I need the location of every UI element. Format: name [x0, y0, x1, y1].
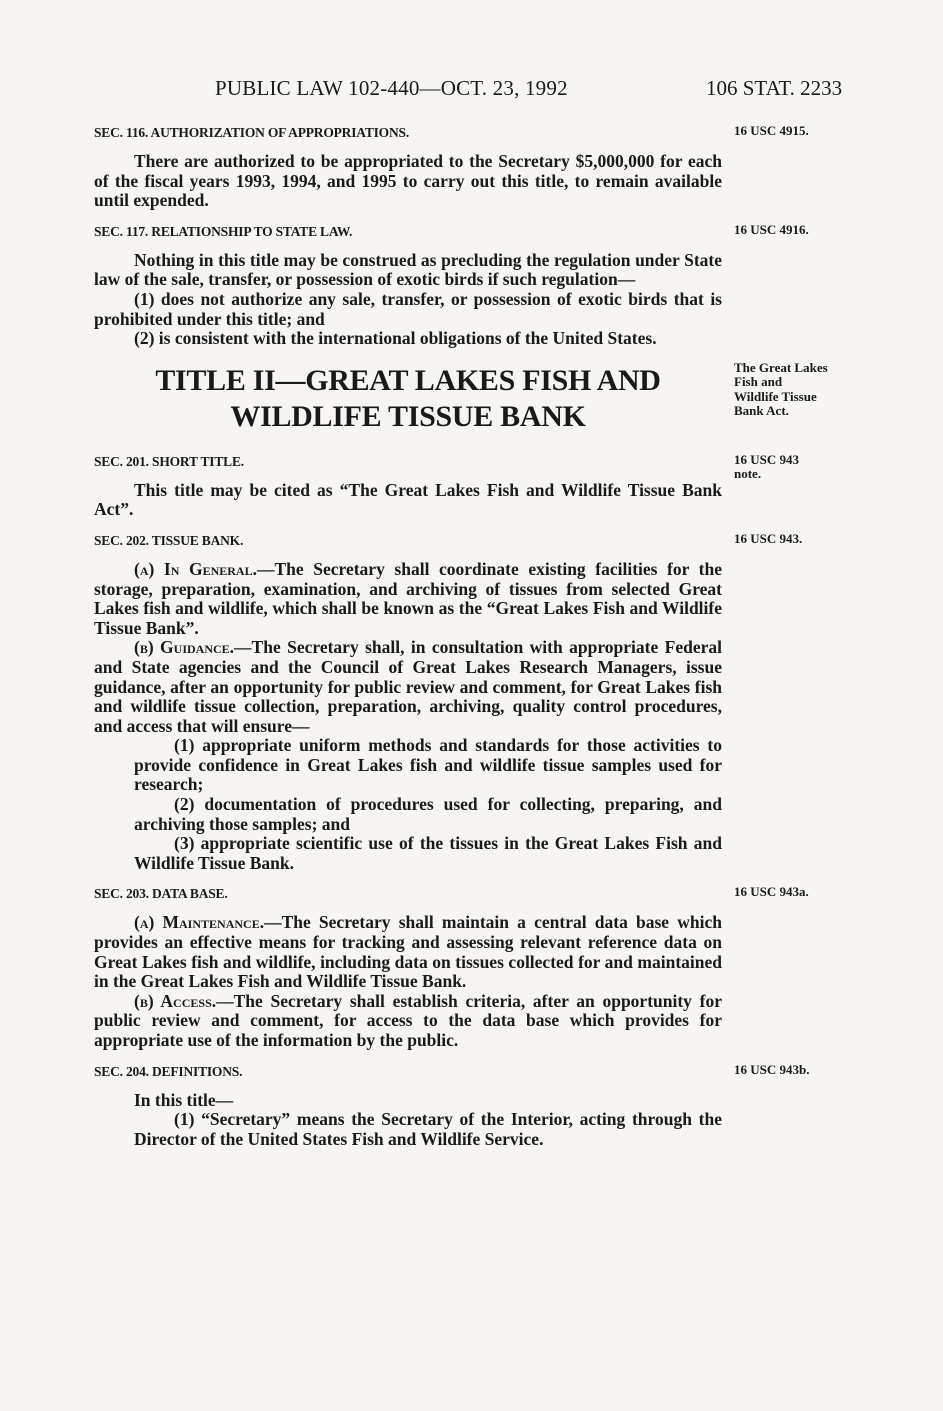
section-text: Nothing in this title may be construed as precluding the regulation under State law of the sale, transfer, or possession of exotic birds if such regulation— [94, 249, 722, 290]
margin-citation: 16 USC 943. [734, 530, 803, 546]
subsection-label: (b) Guidance. [134, 637, 235, 658]
margin-citation: 16 USC 943a. [734, 884, 809, 900]
section-heading: SEC. 204. DEFINITIONS. 16 USC 943b. [94, 1063, 722, 1081]
section-203 [94, 884, 809, 1050]
stat-page-number: 106 STAT. 2233 [706, 76, 843, 100]
subsection-a: (a) In General.—The Secretary shall coordinate existing facilities for the storage, preparation, examination, and archiving of tissues from selected Great Lakes fish and wildlife, which shall be known as the “Great Lakes Fish and Wildlife Tissue Bank”. [94, 558, 722, 638]
margin-citation: 16 USC 943 note. [734, 451, 800, 482]
section-text: In this title— [134, 1089, 234, 1110]
section-text: There are authorized to be appropriated to the Secretary $5,000,000 for each of the fiscal years 1993, 1994, and 1995 to carry out this title, to remain available until expended. [94, 151, 722, 211]
section-117 [94, 221, 809, 349]
section-heading: SEC. 116. AUTHORIZATION OF APPROPRIATIONS. 16 USC 4915. [94, 124, 722, 142]
section-heading: SEC. 203. DATA BASE. 16 USC 943a. [94, 885, 722, 903]
list-item: (2) documentation of procedures used for collecting, preparing, and archiving those samples; and [134, 794, 722, 834]
subsection-a: (a) Maintenance.—The Secretary shall maintain a central data base which provides an effective means for tracking and assessing relevant reference data on Great Lakes fish and wildlife, including data on tissues collected for and maintained in the Great Lakes Fish and Wildlife Tissue Bank. [94, 912, 722, 992]
title-line-2: WILDLIFE TISSUE BANK [230, 399, 586, 433]
list-item: (1) does not authorize any sale, transfer, or possession of exotic birds that is prohibited under this title; and [94, 288, 722, 329]
subsection-b: (b) Guidance.—The Secretary shall, in consultation with appropriate Federal and State agencies and the Council of Great Lakes Research Managers, issue guidance, after an opportunity for public review and comment, for Great Lakes fish and wildlife tissue collection, preparation, archiving, quality control procedures, and access that will ensure— [94, 637, 722, 736]
margin-note-act-name: The Great Lakes Fish and Wildlife Tissue Bank Act. [734, 359, 828, 419]
section-heading: SEC. 201. SHORT TITLE. 16 USC 943 note. [94, 453, 722, 471]
section-201 [94, 451, 800, 520]
list-item: (1) “Secretary” means the Secretary of the Interior, acting through the Director of the United States Fish and Wildlife Service. [134, 1109, 722, 1149]
margin-citation: 16 USC 4915. [734, 123, 809, 138]
subsection-label: (b) Access. [134, 990, 217, 1011]
title-line-1: TITLE II—GREAT LAKES FISH AND [155, 363, 661, 397]
margin-citation: 16 USC 943b. [734, 1061, 810, 1077]
section-heading: SEC. 117. RELATIONSHIP TO STATE LAW. 16 USC 4916. [94, 223, 722, 241]
body-text [94, 123, 828, 1161]
list-item: (1) appropriate uniform methods and standards for those activities to provide confidence in Great Lakes fish and wildlife tissue samples used for research; [134, 735, 722, 795]
section-text: This title may be cited as “The Great Lakes Fish and Wildlife Tissue Bank Act”. [94, 479, 722, 520]
subsection-label: (a) In General. [134, 558, 257, 579]
list-item: (2) is consistent with the international obligations of the United States. [134, 328, 657, 349]
section-heading: SEC. 202. TISSUE BANK. 16 USC 943. [94, 532, 722, 550]
public-law-title: PUBLIC LAW 102-440—OCT. 23, 1992 [215, 76, 568, 100]
section-204 [94, 1061, 810, 1150]
running-head [0, 76, 943, 102]
title-heading [94, 359, 828, 435]
subsection-label: (a) Maintenance. [134, 912, 265, 933]
list-item: (3) appropriate scientific use of the tissues in the Great Lakes Fish and Wildlife Tissue Bank. [134, 833, 722, 873]
section-116 [94, 123, 809, 211]
section-202 [94, 530, 803, 874]
subsection-b: (b) Access.—The Secretary shall establish criteria, after an opportunity for public review and comment, for access to the data base which provides for appropriate use of the information by the public. [94, 990, 723, 1050]
margin-citation: 16 USC 4916. [734, 221, 809, 237]
